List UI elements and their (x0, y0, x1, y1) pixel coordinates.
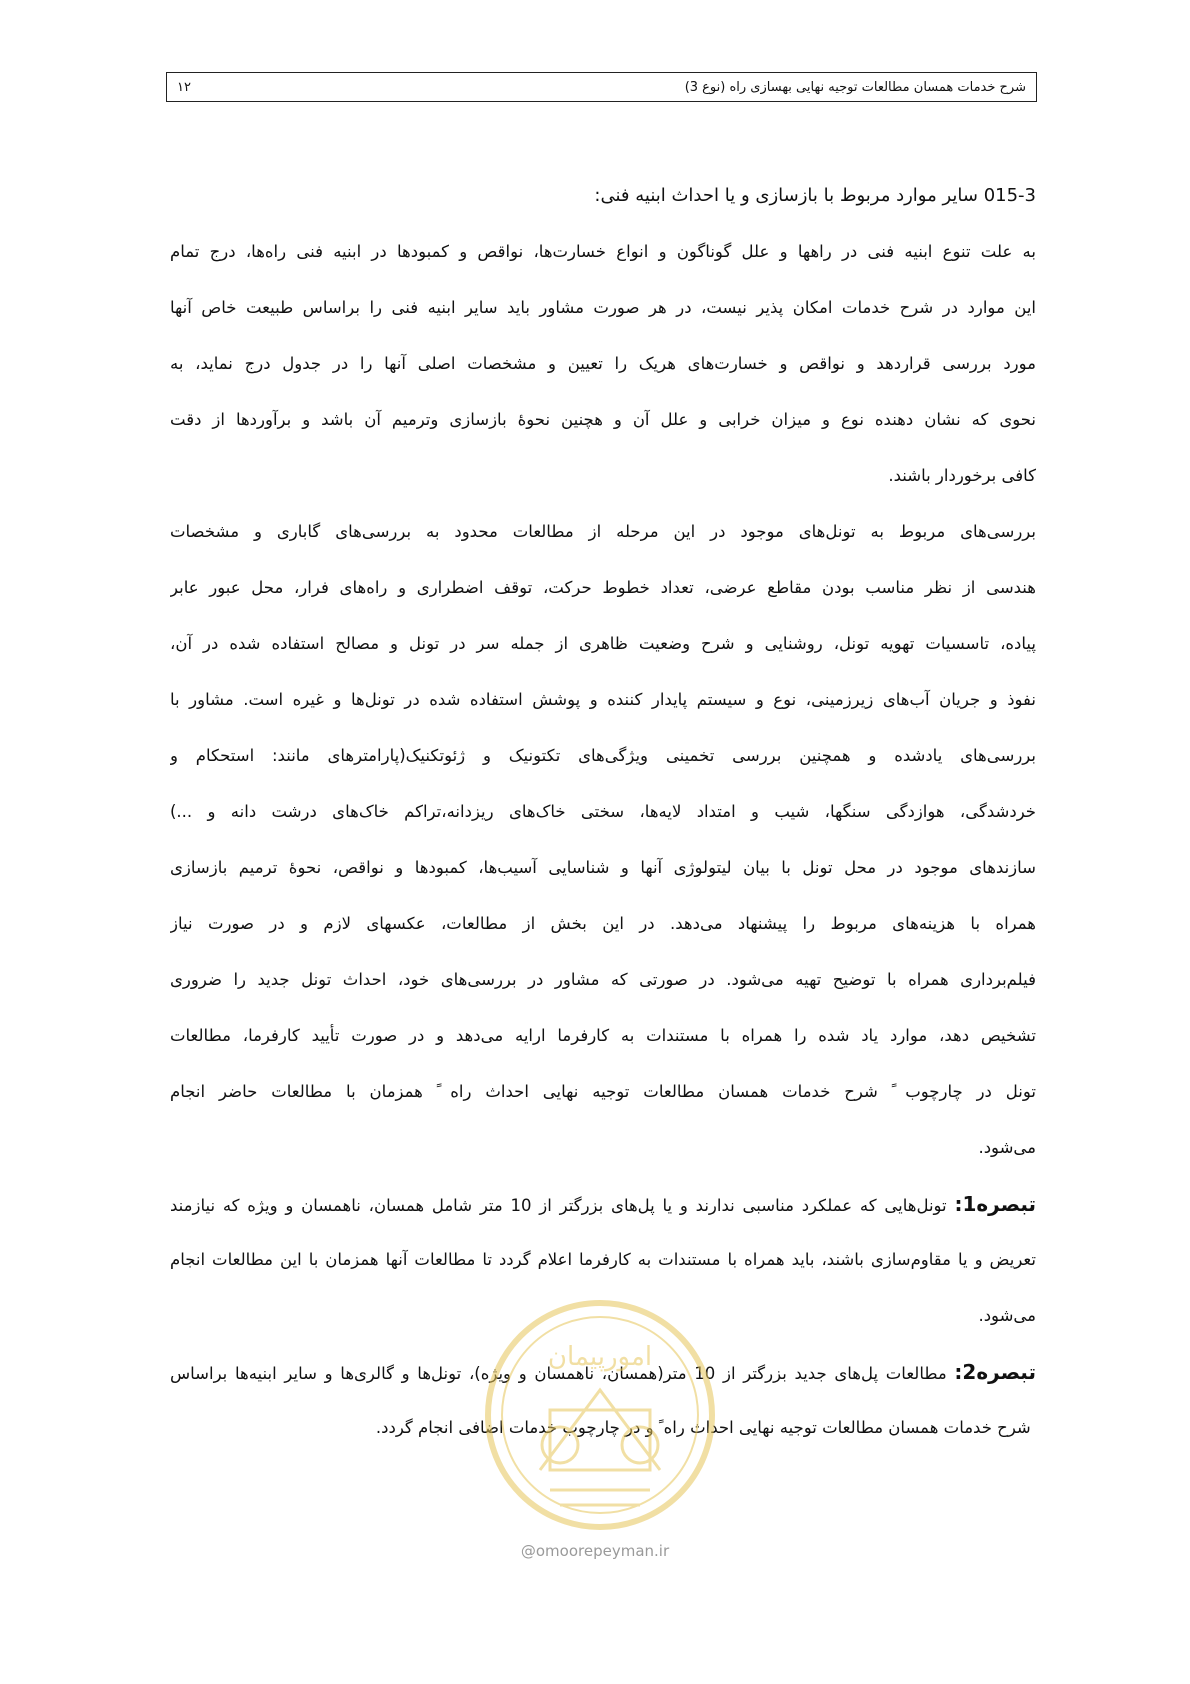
page-header (166, 72, 1037, 102)
note-2 (170, 1344, 1036, 1456)
paragraph-line: پیاده، تاسسیات تهویه تونل، روشنایی و شرح وضعیت ظاهری از جمله سر در تونل و مصالح استفاده شده در آن، (170, 634, 1036, 653)
note-line: ً شرح خدمات همسان مطالعات توجیه نهایی احداث راه ً و در چارچوب خدمات اضافی انجام گردد. (375, 1418, 1036, 1437)
watermark-site: @omoorepeyman.ir (520, 1542, 670, 1560)
note-text: تونل‌هایی که عملکرد مناسبی ندارند و یا پل‌های بزرگتر از 10 متر شامل همسان، ناهمسان و ویژه که نیازمند (170, 1196, 947, 1215)
paragraph-line: می‌شود. (978, 1138, 1036, 1157)
note-line: تعریض و یا مقاوم‌سازی باشند، باید همراه با مستندات به کارفرما اعلام گردد تا مطالعات آنها همزمان با این مطالعات انجام (170, 1250, 1036, 1269)
paragraph-line: مورد بررسی قراردهد و نواقص و خسارت‌های هریک را تعیین و مشخصات اصلی آنها را در جدول درج نماید، به (170, 354, 1036, 373)
note-text: مطالعات پل‌های جدید بزرگتر از 10 متر(همسان، ناهمسان و ویژه)، تونل‌ها و گالری‌ها و سایر ابنیه‌ها براساس (170, 1364, 947, 1383)
paragraph-tunnels (170, 504, 1036, 1176)
paragraph-line: بررسی‌های یادشده و همچنین بررسی تخمینی ویژگی‌های تکتونیک و ژئوتکنیک(پارامترهای مانند: استحکام و (170, 746, 1036, 765)
paragraph-line: خردشدگی، هوازدگی سنگها، شیب و امتداد لایه‌ها، سختی خاک‌های ریزدانه،تراکم خاک‌های درشت دانه و ...) (170, 802, 1036, 821)
section-heading: 015-3 سایر موارد مربوط با بازسازی و یا احداث ابنیه فنی: (594, 185, 1036, 206)
paragraph-line: سازندهای موجود در محل تونل با بیان لیتولوژی آنها و شناسایی آسیب‌ها، کمبودها و نواقص، نحوهٔ ترمیم بازسازی (170, 858, 1036, 877)
paragraph-line: تشخیص دهد، موارد یاد شده را همراه با مستندات به کارفرما ارایه می‌دهد و در صورت تأیید کارفرما، مطالعات (170, 1026, 1036, 1045)
paragraph-line: این موارد در شرح خدمات امکان پذیر نیست، در هر صورت مشاور باید سایر ابنیه فنی را براساس طبیعت خاص آنها (170, 298, 1036, 317)
header-title: شرح خدمات همسان مطالعات توجیه نهایی بهسازی راه (نوع 3) (684, 79, 1026, 95)
paragraph-structures (170, 224, 1036, 504)
note-line (170, 1344, 1036, 1400)
paragraph-line: تونل در چارچوب ً شرح خدمات همسان مطالعات توجیه نهایی احداث راه ً همزمان با مطالعات حاضر انجام (170, 1082, 1036, 1101)
document-body (170, 168, 1036, 1456)
paragraph-line: هندسی از نظر مناسب بودن مقاطع عرضی، تعداد خطوط حرکت، توقف اضطراری و راه‌های فرار، محل عبور عابر (170, 578, 1036, 597)
page-number: ۱۲ (177, 79, 191, 95)
paragraph-line: نفوذ و جریان آب‌های زیرزمینی، نوع و سیستم پایدار کننده و پوشش استفاده شده در تونل‌ها و غیره است. مشاور با (170, 690, 1036, 709)
note-label: تبصره2: (954, 1360, 1036, 1384)
paragraph-line: کافی برخوردار باشند. (888, 466, 1036, 485)
paragraph-line: همراه با هزینه‌های مربوط را پیشنهاد می‌دهد. در این بخش از مطالعات، عکسهای لازم و در صورت نیاز (170, 914, 1036, 933)
note-1 (170, 1176, 1036, 1344)
paragraph-line: به علت تنوع ابنیه فنی در راهها و علل گوناگون و انواع خسارت‌ها، نواقص و کمبودها در ابنیه فنی راه‌ها، درج تمام (170, 242, 1036, 261)
paragraph-line: بررسی‌های مربوط به تونل‌های موجود در این مرحله از مطالعات محدود به بررسی‌های گاباری و مشخصات (170, 522, 1036, 541)
paragraph-line: فیلم‌برداری همراه با توضیح تهیه می‌شود. در صورتی که مشاور در بررسی‌های خود، احداث تونل جدید را ضروری (170, 970, 1036, 989)
note-line (170, 1176, 1036, 1232)
watermark-logo-text: امورپیمان (547, 1342, 653, 1372)
note-line: می‌شود. (978, 1306, 1036, 1325)
note-label: تبصره1: (954, 1192, 1036, 1216)
paragraph-line: نحوی که نشان دهنده نوع و میزان خرابی و علل آن و هچنین نحوهٔ بازسازی وترمیم آن باشد و برآوردها از دقت (170, 410, 1036, 429)
